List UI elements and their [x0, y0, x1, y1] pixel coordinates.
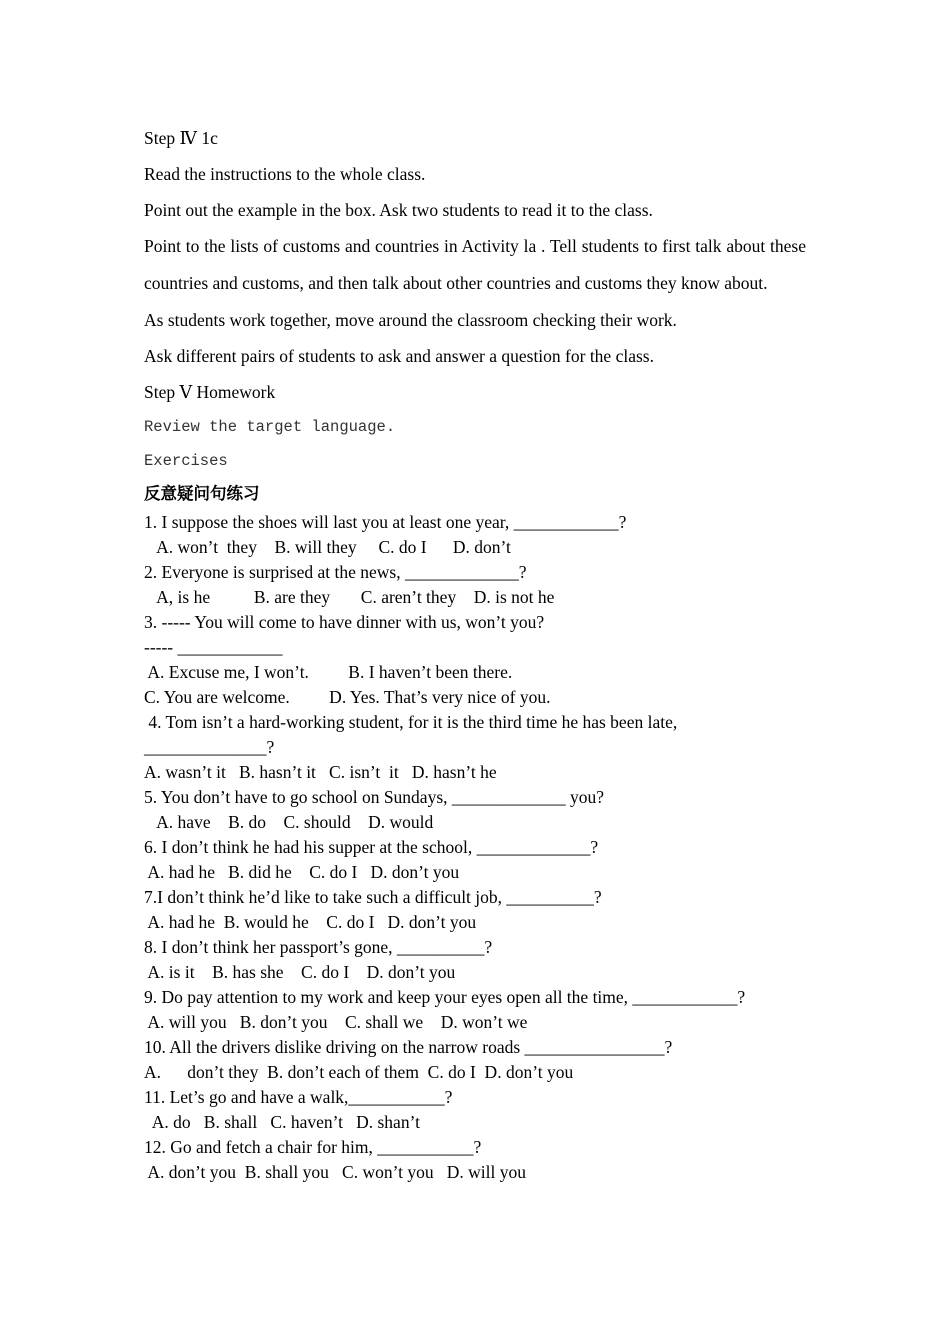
exercise-line: 11. Let’s go and have a walk,___________?: [144, 1087, 453, 1107]
document-page: [144, 120, 806, 1185]
exercise-line: A. have B. do C. should D. would: [144, 812, 434, 832]
exercise-line: A. wasn’t it B. hasn’t it C. isn’t it D. hasn’t he: [144, 762, 497, 782]
exercise-line: ----- ____________: [144, 637, 283, 657]
exercise-line: A. had he B. would he C. do I D. don’t you: [144, 912, 477, 932]
exercise-line: A. will you B. don’t you C. shall we D. won’t we: [144, 1012, 528, 1032]
exercise-line: A. is it B. has she C. do I D. don’t you: [144, 962, 456, 982]
exercise-line: A. had he B. did he C. do I D. don’t you: [144, 862, 460, 882]
exercise-line: A. don’t they B. don’t each of them C. do I D. don’t you: [144, 1062, 574, 1082]
instruction-paragraph: Point to the lists of customs and countries in Activity la . Tell students to first talk about these countries and customs, and then talk about other countries and customs they know about.: [144, 236, 806, 293]
exercise-line: 6. I don’t think he had his supper at the school, _____________?: [144, 837, 599, 857]
exercise-line: 3. ----- You will come to have dinner with us, won’t you?: [144, 612, 545, 632]
exercise-line: ______________?: [144, 737, 275, 757]
exercise-line: A, is he B. are they C. aren’t they D. is not he: [144, 587, 555, 607]
step-four-title: Step Ⅳ 1c: [144, 128, 218, 148]
exercise-line: 2. Everyone is surprised at the news, _____________?: [144, 562, 527, 582]
exercise-line: 5. You don’t have to go school on Sundays, _____________ you?: [144, 787, 605, 807]
exercise-line: 7.I don’t think he’d like to take such a difficult job, __________?: [144, 887, 602, 907]
instruction-paragraph: Point out the example in the box. Ask two students to read it to the class.: [144, 200, 653, 220]
instruction-paragraph: As students work together, move around the classroom checking their work.: [144, 310, 677, 330]
homework-text: Review the target language.: [144, 418, 396, 436]
exercise-line: A. do B. shall C. haven’t D. shan’t: [144, 1112, 420, 1132]
exercise-line: A. don’t you B. shall you C. won’t you D. will you: [144, 1162, 526, 1182]
exercise-line: 4. Tom isn’t a hard-working student, for it is the third time he has been late,: [144, 712, 678, 732]
exercises-label: Exercises: [144, 452, 228, 470]
instruction-paragraph: Ask different pairs of students to ask and answer a question for the class.: [144, 346, 654, 366]
exercise-line: 1. I suppose the shoes will last you at least one year, ____________?: [144, 512, 627, 532]
exercise-line: C. You are welcome. D. Yes. That’s very nice of you.: [144, 687, 551, 707]
instruction-paragraph: Read the instructions to the whole class.: [144, 164, 426, 184]
exercise-line: 10. All the drivers dislike driving on the narrow roads ________________?: [144, 1037, 673, 1057]
step-five-title: Step Ⅴ Homework: [144, 382, 276, 402]
exercise-line: 9. Do pay attention to my work and keep your eyes open all the time, ____________?: [144, 987, 746, 1007]
exercise-line: 12. Go and fetch a chair for him, ___________?: [144, 1137, 482, 1157]
exercises-heading: 反意疑问句练习: [144, 484, 260, 503]
exercise-line: A. won’t they B. will they C. do I D. don’t: [144, 537, 511, 557]
exercise-line: 8. I don’t think her passport’s gone, __________?: [144, 937, 493, 957]
exercise-line: A. Excuse me, I won’t. B. I haven’t been there.: [144, 662, 513, 682]
